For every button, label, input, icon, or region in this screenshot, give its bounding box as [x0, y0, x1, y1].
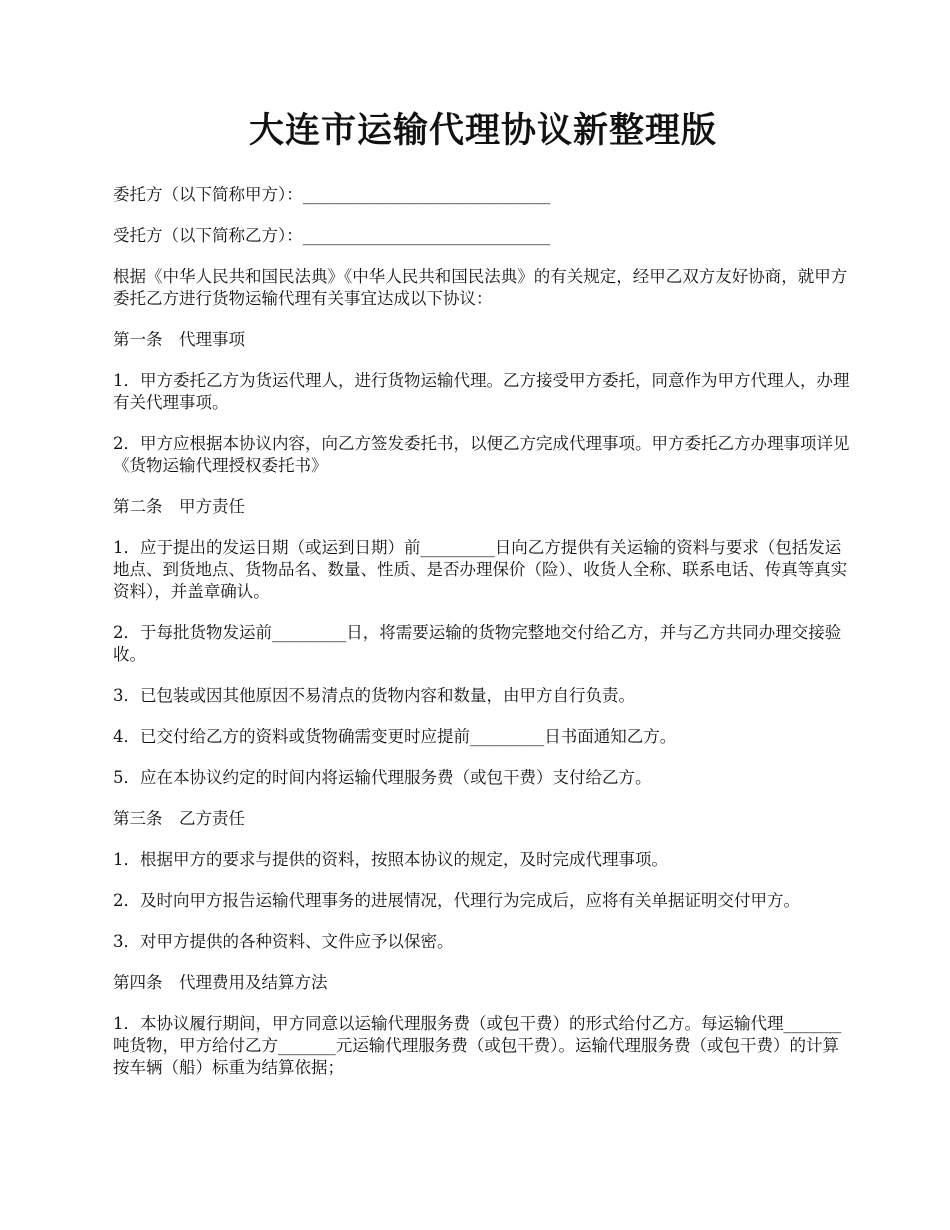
- article-2-clause-4: 4．已交付给乙方的资料或货物确需变更时应提前_________日书面通知乙方。: [113, 727, 677, 746]
- article-3-clause-1: 1．根据甲方的要求与提供的资料，按照本协议的规定，及时完成代理事项。: [113, 850, 668, 869]
- article-3-heading: 第三条 乙方责任: [113, 809, 245, 828]
- article-2-clause-5: 5．应在本协议约定的时间内将运输代理服务费（或包干费）支付给乙方。: [113, 768, 652, 787]
- preamble-paragraph: 根据《中华人民共和国民法典》《中华人民共和国民法典》的有关规定，经甲乙双方友好协商，就甲方委托乙方进行货物运输代理有关事宜达成以下协议：: [113, 267, 848, 308]
- document-title: 大连市运输代理协议新整理版: [248, 110, 717, 151]
- article-2-clause-3: 3．已包装或因其他原因不易清点的货物内容和数量，由甲方自行负责。: [113, 686, 635, 705]
- document-page: [113, 110, 853, 1098]
- article-2-clause-2: 2．于每批货物发运前_________日，将需要运输的货物完整地交付给乙方，并与乙方共同办理交接验收。: [113, 623, 842, 664]
- article-4-heading: 第四条 代理费用及结算方法: [113, 973, 328, 992]
- article-1-clause-2: 2．甲方应根据本协议内容，向乙方签发委托书，以便乙方完成代理事项。甲方委托乙方办理事项详见《货物运输代理授权委托书》: [113, 434, 850, 475]
- article-1-clause-1: 1．甲方委托乙方为货运代理人，进行货物运输代理。乙方接受甲方委托，同意作为甲方代理人，办理有关代理事项。: [113, 371, 850, 412]
- article-3-clause-2: 2．及时向甲方报告运输代理事务的进展情况，代理行为完成后，应将有关单据证明交付甲方。: [113, 891, 800, 910]
- party-b-line: 受托方（以下简称乙方）：______________________________: [113, 226, 551, 245]
- article-1-heading: 第一条 代理事项: [113, 330, 245, 349]
- article-4-clause-1: 1．本协议履行期间，甲方同意以运输代理服务费（或包干费）的形式给付乙方。每运输代理_______吨货物，甲方给付乙方_______元运输代理服务费（或包干费）。运输代理服务费（或包干费）的计算按车辆（船）标重为结算依据；: [113, 1014, 842, 1077]
- article-2-heading: 第二条 甲方责任: [113, 497, 245, 516]
- article-2-clause-1: 1．应于提出的发运日期（或运到日期）前_________日向乙方提供有关运输的资料与要求（包括发运地点、到货地点、货物品名、数量、性质、是否办理保价（险）、收货人全称、联系电话、传真等真实资料），并盖章确认。: [113, 538, 848, 601]
- article-3-clause-3: 3．对甲方提供的各种资料、文件应予以保密。: [113, 932, 454, 951]
- party-a-line: 委托方（以下简称甲方）：______________________________: [113, 185, 551, 204]
